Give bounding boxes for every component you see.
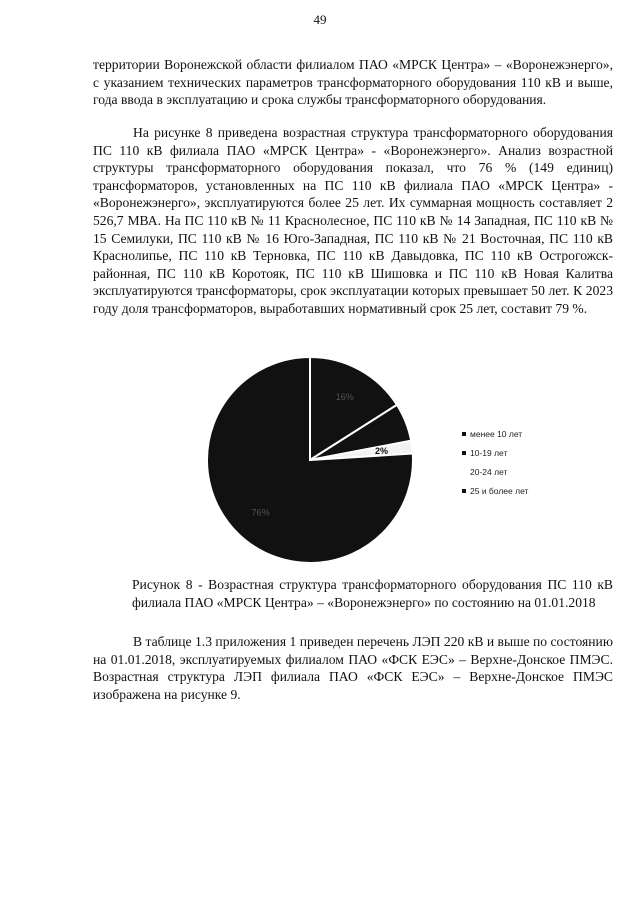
legend-label-2: 10-19 лет [470, 448, 508, 458]
pie-slices [207, 357, 413, 563]
pie-label-4: 76% [251, 507, 270, 518]
paragraph-intro: территории Воронежской области филиалом ПАО «МРСК Центра» – «Воронежэнерго», с указанием технических параметров трансформаторного оборудования 110 кВ и выше, года ввода в эксплуатацию и срока службы трансформаторного оборудования. [93, 57, 613, 108]
pie-label-1: 16% [335, 391, 354, 402]
legend-label-4: 25 и более лет [470, 486, 529, 496]
paragraph-table-reference: В таблице 1.3 приложения 1 приведен перечень ЛЭП 220 кВ и выше по состоянию на 01.01.2018, эксплуатируемых филиалом ПАО «ФСК ЕЭС» – Верхне-Донское ПМЭС. Возрастная структура ЛЭП филиала ПАО «ФСК ЕЭС» – Верхне-Донское ПМЭС изображена на рисунке 9. [93, 634, 613, 702]
legend-label-3: 20-24 лет [470, 467, 508, 477]
figure-caption: Рисунок 8 - Возрастная структура трансформаторного оборудования ПС 110 кВ филиала ПАО «МРСК Центра» – «Воронежэнерго» по состоянию на 01.01.2018 [132, 577, 613, 610]
legend-label-1: менее 10 лет [470, 429, 523, 439]
paragraph-age-structure: На рисунке 8 приведена возрастная структура трансформаторного оборудования ПС 110 кВ филиала ПАО «МРСК Центра» - «Воронежэнерго». Анализ возрастной структуры трансформаторного оборудования показал, что 76 % (149 единиц) трансформаторов, установленных на ПС 110 кВ филиала ПАО «МРСК Центра» - «Воронежэнерго», эксплуатируются более 25 лет. Их суммарная мощность составляет 2 526,7 МВА. На ПС 110 кВ № 11 Краснолесное, ПС 110 кВ № 14 Западная, ПС 110 кВ № 15 Семилуки, ПС 110 кВ № 16 Юго-Западная, ПС 110 кВ № 21 Восточная, ПС 110 кВ Краснолипье, ПС 110 кВ Терновка, ПС 110 кВ Давыдовка, ПС 110 кВ Острогожск-районная, ПС 110 кВ Коротояк, ПС 110 кВ Шишовка и ПС 110 кВ Новая Калитва эксплуатируются трансформаторы, срок эксплуатации которых превышает 50 лет. К 2023 году доля трансформаторов, выработавших нормативный срок 25 лет, составит 79 %. [93, 125, 613, 316]
pie-chart [180, 345, 580, 575]
pie-label-3: 2% [375, 445, 389, 456]
page-number: 49 [313, 12, 327, 27]
chart-legend [462, 429, 529, 496]
legend-swatch-2 [462, 451, 466, 455]
legend-swatch-1 [462, 432, 466, 436]
legend-swatch-4 [462, 489, 466, 493]
